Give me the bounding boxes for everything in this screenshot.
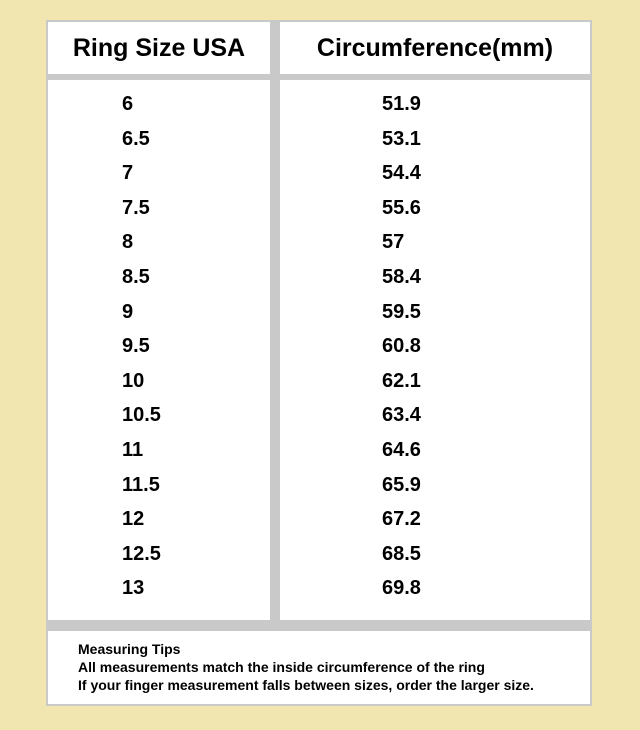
ring-size-value: 12 — [122, 508, 145, 530]
ring-size-value: 10.5 — [122, 404, 161, 426]
column-header-circumference: Circumference(mm) — [316, 34, 554, 62]
ring-size-value: 8 — [122, 231, 134, 253]
ring-size-value: 9.5 — [122, 335, 150, 357]
ring-size-value: 6 — [122, 93, 134, 115]
ring-size-value: 12.5 — [122, 543, 161, 565]
circumference-value: 62.1 — [382, 370, 421, 392]
circumference-value: 67.2 — [382, 508, 421, 530]
circumference-value: 63.4 — [382, 404, 421, 426]
tips-line-between-sizes: If your finger measurement falls between sizes, order the larger size. — [78, 677, 534, 693]
ring-size-value: 11.5 — [122, 474, 160, 496]
ring-size-value: 7 — [122, 162, 134, 184]
measuring-tips-box — [48, 631, 590, 704]
tips-title: Measuring Tips — [78, 641, 181, 657]
circumference-value: 65.9 — [382, 474, 421, 496]
circumference-value: 55.6 — [382, 197, 421, 219]
circumference-value: 69.8 — [382, 577, 421, 599]
ring-size-value: 8.5 — [122, 266, 150, 288]
circumference-value: 60.8 — [382, 335, 421, 357]
ring-size-value: 6.5 — [122, 128, 150, 150]
circumference-value: 51.9 — [382, 93, 421, 115]
circumference-value: 57 — [382, 231, 405, 253]
header-cell-circumference — [280, 22, 590, 74]
header-cell-size — [48, 22, 270, 74]
ring-size-value: 13 — [122, 577, 145, 599]
circumference-column — [280, 80, 590, 620]
circumference-value: 59.5 — [382, 301, 421, 323]
size-column — [48, 80, 270, 620]
circumference-value: 53.1 — [382, 128, 421, 150]
circumference-value: 58.4 — [382, 266, 421, 288]
circumference-value: 54.4 — [382, 162, 421, 184]
ring-size-value: 11 — [122, 439, 144, 461]
circumference-value: 68.5 — [382, 543, 421, 565]
tips-line-inside-circumference: All measurements match the inside circumference of the ring — [78, 659, 485, 675]
ring-size-value: 9 — [122, 301, 134, 323]
ring-size-value: 7.5 — [122, 197, 150, 219]
column-header-ring-size: Ring Size USA — [72, 34, 246, 62]
ring-size-chart — [46, 20, 592, 706]
ring-size-value: 10 — [122, 370, 145, 392]
circumference-value: 64.6 — [382, 439, 421, 461]
